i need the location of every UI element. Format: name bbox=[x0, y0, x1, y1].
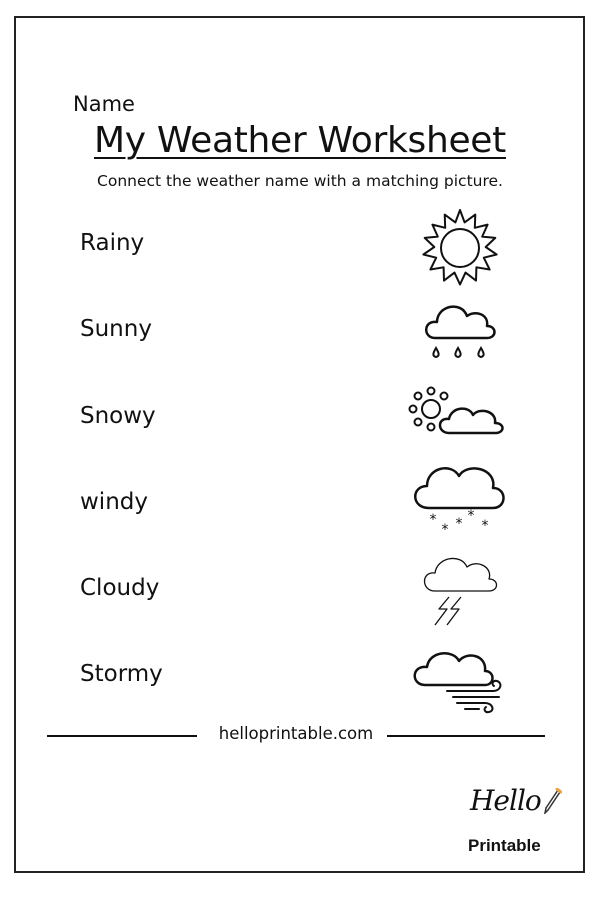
rain-cloud-icon bbox=[405, 296, 515, 376]
word-stormy: Stormy bbox=[80, 661, 163, 687]
logo-printable: Printable bbox=[468, 836, 541, 855]
svg-text:*: * bbox=[481, 518, 489, 534]
svg-text:*: * bbox=[467, 508, 475, 524]
word-sunny: Sunny bbox=[80, 316, 152, 342]
word-snowy: Snowy bbox=[80, 403, 156, 429]
footer-website: helloprintable.com bbox=[218, 724, 374, 743]
word-cloudy: Cloudy bbox=[80, 575, 160, 601]
hello-printable-logo bbox=[462, 782, 572, 862]
instruction-text: Connect the weather name with a matching picture. bbox=[97, 172, 503, 190]
snow-cloud-icon bbox=[405, 458, 515, 538]
wind-cloud-icon bbox=[405, 639, 515, 719]
logo-hello: Hello bbox=[470, 784, 541, 817]
worksheet-title: My Weather Worksheet bbox=[94, 120, 506, 161]
footer-divider-right bbox=[387, 735, 545, 737]
pencil-icon bbox=[540, 788, 562, 814]
sun-icon bbox=[405, 208, 515, 288]
svg-text:*: * bbox=[429, 512, 437, 528]
partly-sunny-icon bbox=[405, 381, 515, 461]
word-windy: windy bbox=[80, 489, 148, 515]
svg-text:*: * bbox=[441, 522, 449, 538]
word-rainy: Rainy bbox=[80, 230, 145, 256]
storm-cloud-icon bbox=[405, 549, 515, 629]
name-label: Name bbox=[73, 92, 135, 116]
svg-text:*: * bbox=[455, 516, 463, 532]
footer bbox=[47, 724, 545, 746]
